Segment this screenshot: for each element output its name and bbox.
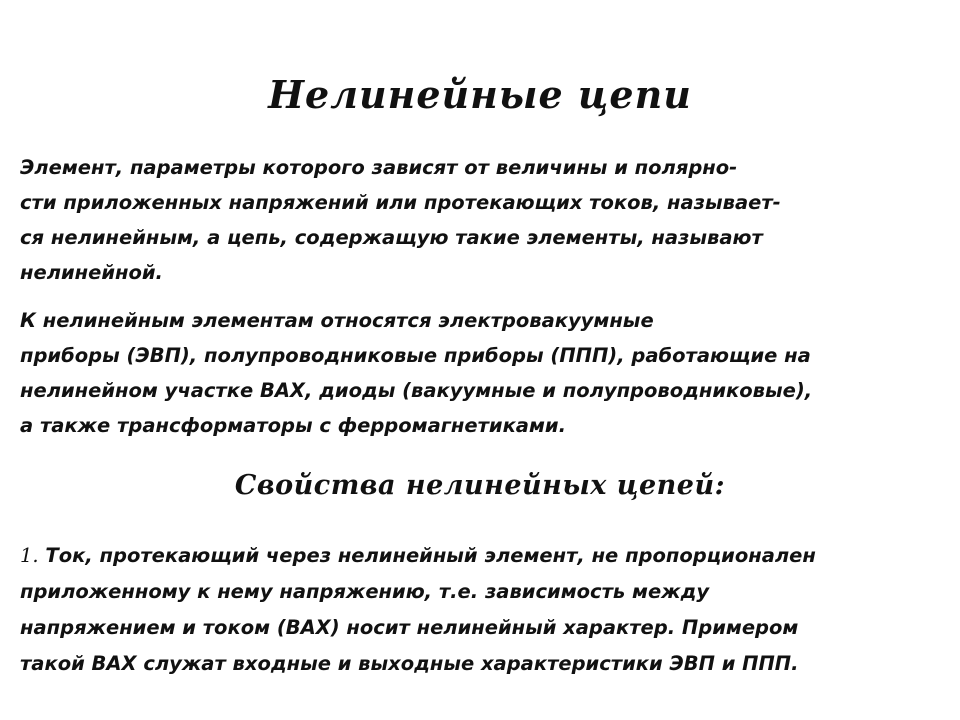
slide-title: Нелинейные цепи <box>268 72 692 117</box>
paragraph-elements: К нелинейным элементам относятся электровакуумные приборы (ЭВП), полупроводниковые приборы (ППП), работающие на нелинейном участке ВАХ, диоды (вакуумные и полупроводниковые), а также трансформаторы с ферромагнетиками. <box>20 309 813 437</box>
section-subtitle: Свойства нелинейных цепей: <box>234 470 726 501</box>
paragraph-definition: Элемент, параметры которого зависят от величины и полярно- сти приложенных напряжений или протекающих токов, называет- ся нелинейным, а цепь, содержащую такие элементы, называют нелинейной. <box>20 156 781 284</box>
property-number: 1. <box>20 544 39 567</box>
property-text: Ток, протекающий через нелинейный элемент, не пропорционален приложенному к нему напряжению, т.е. зависимость между напряжением и током (ВАХ) носит нелинейный характер. Примером такой ВАХ служат входные и выходные характеристики ЭВП и ППП. <box>20 544 816 675</box>
property-item <box>20 538 950 682</box>
